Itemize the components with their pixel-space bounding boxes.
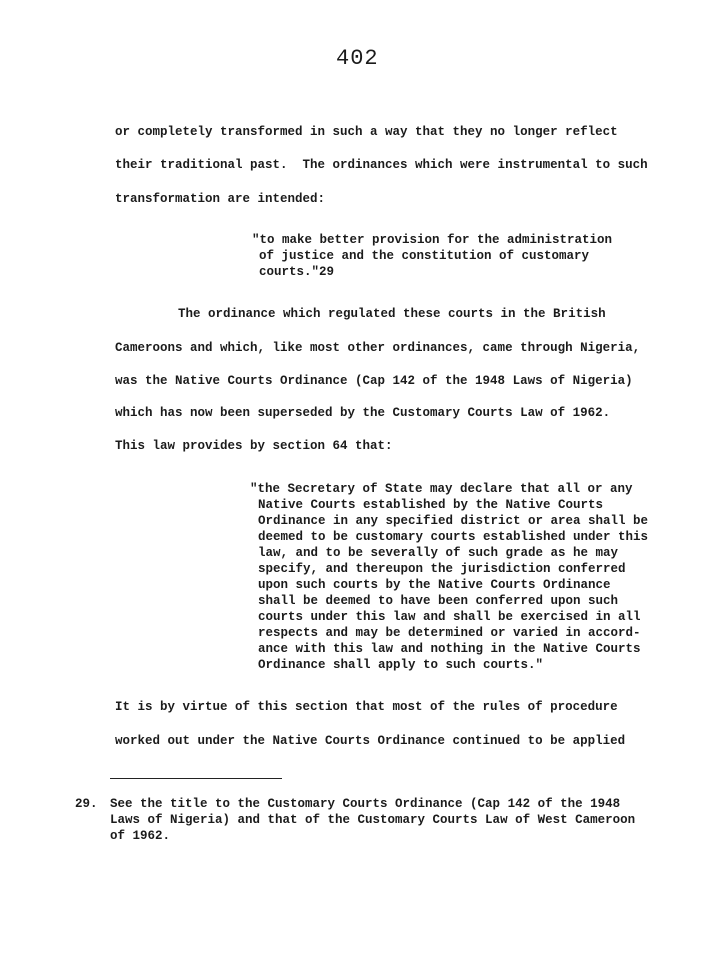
paragraph-2-line-1: The ordinance which regulated these courts in the British bbox=[178, 307, 606, 321]
quote-1-line-1: "to make better provision for the administration bbox=[252, 233, 613, 247]
quote-2-line-8: shall be deemed to have been conferred upon such bbox=[258, 594, 619, 608]
quote-2-line-12: Ordinance shall apply to such courts." bbox=[258, 658, 544, 672]
paragraph-2-line-3: was the Native Courts Ordinance (Cap 142 of the 1948 Laws of Nigeria) bbox=[115, 374, 633, 388]
paragraph-2-line-4: which has now been superseded by the Customary Courts Law of 1962. bbox=[115, 406, 611, 420]
paragraph-2-line-5: This law provides by section 64 that: bbox=[115, 439, 393, 453]
quote-2-line-11: ance with this law and nothing in the Native Courts bbox=[258, 642, 641, 656]
quote-2-line-6: specify, and thereupon the jurisdiction conferred bbox=[258, 562, 626, 576]
footnote-line-2: Laws of Nigeria) and that of the Customary Courts Law of West Cameroon bbox=[110, 813, 636, 827]
paragraph-1-line-3: transformation are intended: bbox=[115, 192, 326, 206]
footnote-number: 29. bbox=[75, 797, 98, 811]
page-number: 402 bbox=[336, 46, 379, 71]
quote-2-line-1: "the Secretary of State may declare that all or any bbox=[250, 482, 633, 496]
quote-2-line-10: respects and may be determined or varied in accord- bbox=[258, 626, 641, 640]
footnote-line-1: See the title to the Customary Courts Ordinance (Cap 142 of the 1948 bbox=[110, 797, 621, 811]
paragraph-1-line-2: their traditional past. The ordinances which were instrumental to such bbox=[115, 158, 648, 172]
quote-2-line-5: law, and to be severally of such grade as he may bbox=[258, 546, 619, 560]
paragraph-3-line-2: worked out under the Native Courts Ordinance continued to be applied bbox=[115, 734, 626, 748]
footnote-separator bbox=[110, 778, 282, 779]
quote-2-line-9: courts under this law and shall be exercised in all bbox=[258, 610, 641, 624]
footnote-line-3: of 1962. bbox=[110, 829, 171, 843]
quote-2-line-2: Native Courts established by the Native Courts bbox=[258, 498, 604, 512]
quote-1-line-2: of justice and the constitution of customary bbox=[259, 249, 590, 263]
paragraph-3-line-1: It is by virtue of this section that most of the rules of procedure bbox=[115, 700, 618, 714]
paragraph-1-line-1: or completely transformed in such a way that they no longer reflect bbox=[115, 125, 618, 139]
quote-2-line-7: upon such courts by the Native Courts Ordinance bbox=[258, 578, 611, 592]
quote-1-line-3: courts."29 bbox=[259, 265, 335, 279]
paragraph-2-line-2: Cameroons and which, like most other ordinances, came through Nigeria, bbox=[115, 341, 641, 355]
quote-2-line-4: deemed to be customary courts established under this bbox=[258, 530, 649, 544]
quote-2-line-3: Ordinance in any specified district or area shall be bbox=[258, 514, 649, 528]
